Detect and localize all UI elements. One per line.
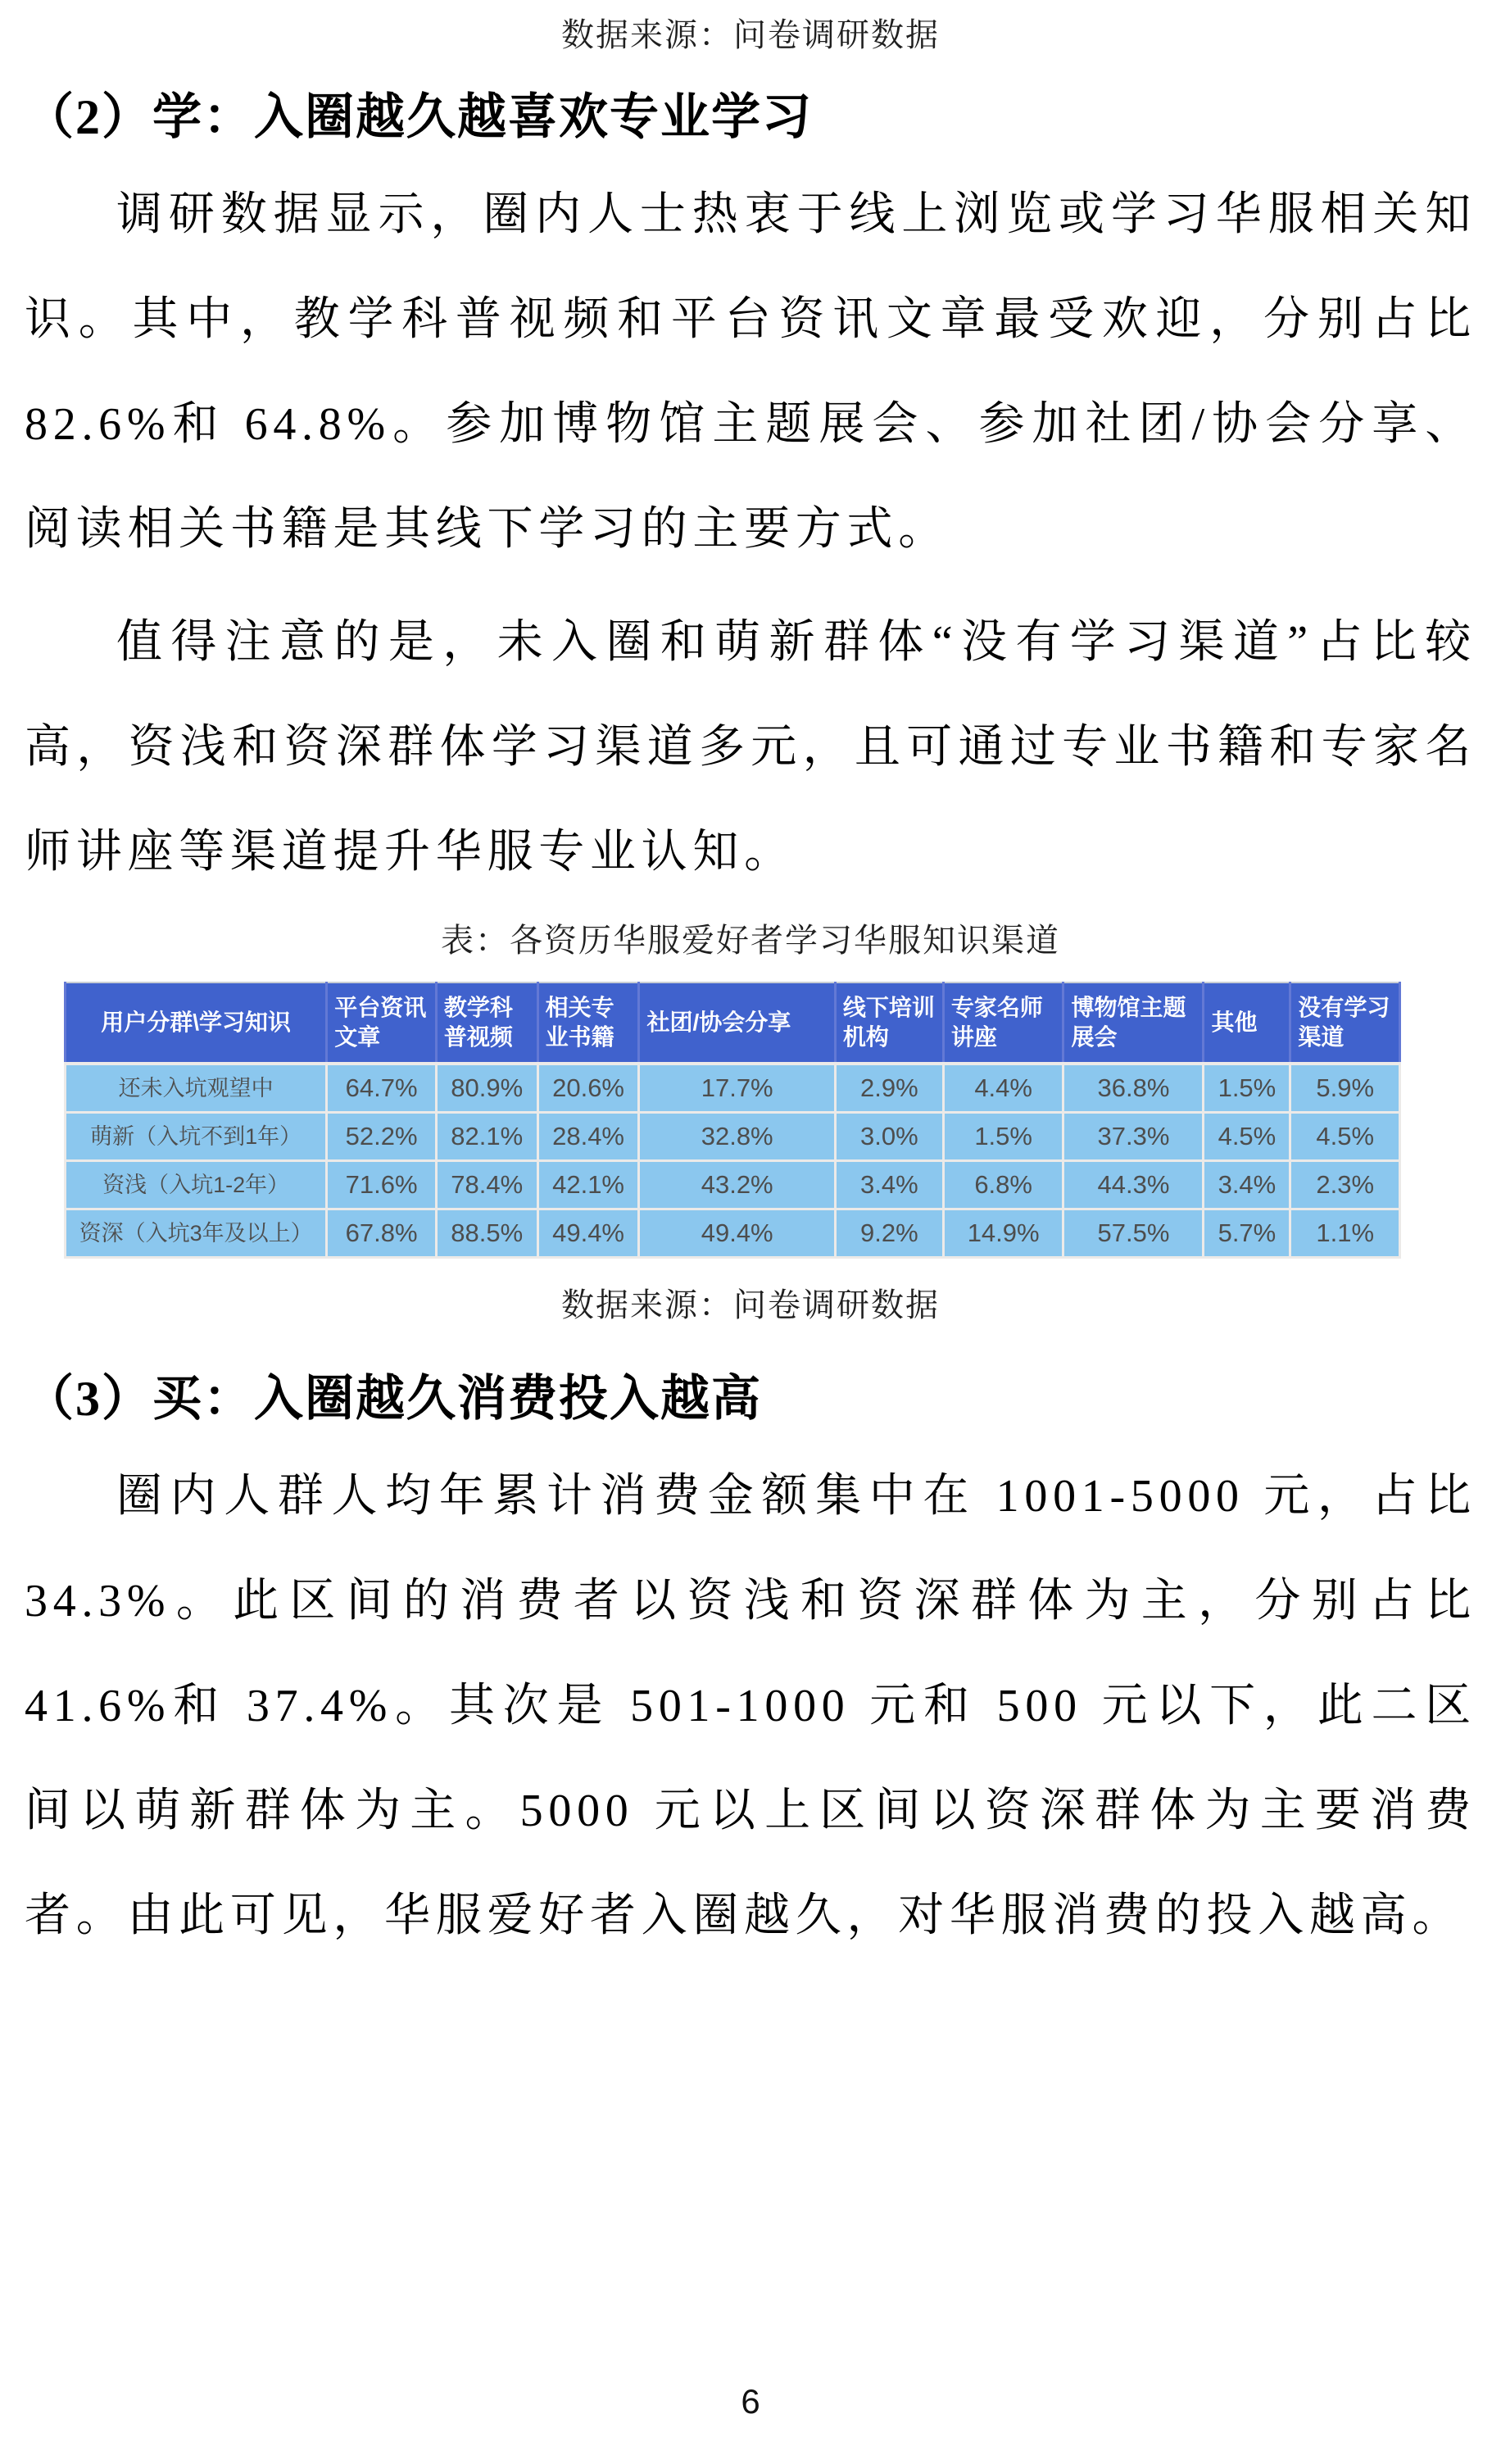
column-header: 社团/协会分享 — [639, 982, 835, 1064]
table-row — [66, 1161, 1400, 1209]
column-header: 专家名师讲座 — [943, 982, 1063, 1064]
learning-channels-table — [64, 982, 1401, 1259]
data-cell: 3.4% — [1204, 1161, 1290, 1209]
data-cell: 5.7% — [1204, 1209, 1290, 1258]
row-label: 资浅（入坑1-2年） — [66, 1161, 327, 1209]
row-label: 萌新（入坑不到1年） — [66, 1113, 327, 1161]
table-header-row — [66, 982, 1400, 1064]
data-cell: 1.1% — [1290, 1209, 1400, 1258]
data-cell: 3.0% — [835, 1113, 943, 1161]
data-cell: 88.5% — [436, 1209, 537, 1258]
data-cell: 1.5% — [1204, 1064, 1290, 1113]
section-learn-heading: （2）学：入圈越久越喜欢专业学习 — [25, 90, 813, 144]
data-cell: 80.9% — [436, 1064, 537, 1113]
table-wrapper — [64, 982, 1401, 1259]
data-cell: 17.7% — [639, 1064, 835, 1113]
table-row — [66, 1064, 1400, 1113]
data-cell: 9.2% — [835, 1209, 943, 1258]
data-cell: 37.3% — [1063, 1113, 1204, 1161]
data-cell: 64.7% — [327, 1064, 437, 1113]
data-cell: 49.4% — [639, 1209, 835, 1258]
data-cell: 43.2% — [639, 1161, 835, 1209]
data-cell: 36.8% — [1063, 1064, 1204, 1113]
body-paragraph: 圈内人群人均年累计消费金额集中在 1001-5000 元，占比 34.3%。此区间的消费者以资浅和资深群体为主，分别占比 41.6%和 37.4%。其次是 501-1000 元和 500 元以下，此二区间以萌新群体为主。5000 元以上区间以资深群体为主要消费者。由此可见，华服爱好者入圈越久，对华服消费的投入越高。 — [25, 1471, 1476, 1941]
column-header: 线下培训机构 — [835, 982, 943, 1064]
data-cell: 4.5% — [1204, 1113, 1290, 1161]
data-cell: 57.5% — [1063, 1209, 1204, 1258]
data-cell: 78.4% — [436, 1161, 537, 1209]
data-cell: 6.8% — [943, 1161, 1063, 1209]
data-cell: 71.6% — [327, 1161, 437, 1209]
data-cell: 32.8% — [639, 1113, 835, 1161]
body-paragraph: 值得注意的是，未入圈和萌新群体“没有学习渠道”占比较高，资浅和资深群体学习渠道多元，且可通过专业书籍和专家名师讲座等渠道提升华服专业认知。 — [25, 617, 1476, 878]
data-cell: 42.1% — [537, 1161, 639, 1209]
top-source-note: 数据来源：问卷调研数据 — [561, 16, 940, 53]
table-caption: 表：各资历华服爱好者学习华服知识渠道 — [441, 922, 1060, 959]
data-cell: 2.9% — [835, 1064, 943, 1113]
data-cell: 4.4% — [943, 1064, 1063, 1113]
column-header: 相关专业书籍 — [537, 982, 639, 1064]
page-number: 6 — [741, 2382, 760, 2421]
data-cell: 67.8% — [327, 1209, 437, 1258]
column-header: 教学科普视频 — [436, 982, 537, 1064]
column-header: 用户分群\学习知识 — [66, 982, 327, 1064]
column-header: 平台资讯文章 — [327, 982, 437, 1064]
data-cell: 44.3% — [1063, 1161, 1204, 1209]
data-cell: 20.6% — [537, 1064, 639, 1113]
section-buy-heading: （3）买：入圈越久消费投入越高 — [25, 1372, 762, 1426]
data-cell: 5.9% — [1290, 1064, 1400, 1113]
data-cell: 2.3% — [1290, 1161, 1400, 1209]
body-paragraph: 调研数据显示，圈内人士热衷于线上浏览或学习华服相关知识。其中，教学科普视频和平台资讯文章最受欢迎，分别占比 82.6%和 64.8%。参加博物馆主题展会、参加社团/协会分享、阅读相关书籍是其线下学习的主要方式。 — [25, 189, 1476, 555]
table-row — [66, 1113, 1400, 1161]
data-cell: 1.5% — [943, 1113, 1063, 1161]
data-cell: 82.1% — [436, 1113, 537, 1161]
data-cell: 49.4% — [537, 1209, 639, 1258]
data-cell: 3.4% — [835, 1161, 943, 1209]
row-label: 还未入坑观望中 — [66, 1064, 327, 1113]
column-header: 没有学习渠道 — [1290, 982, 1400, 1064]
table-row — [66, 1209, 1400, 1258]
table-source-note: 数据来源：问卷调研数据 — [561, 1286, 940, 1323]
column-header: 其他 — [1204, 982, 1290, 1064]
row-label: 资深（入坑3年及以上） — [66, 1209, 327, 1258]
data-cell: 28.4% — [537, 1113, 639, 1161]
table-body — [66, 1064, 1400, 1258]
data-cell: 14.9% — [943, 1209, 1063, 1258]
data-cell: 4.5% — [1290, 1113, 1400, 1161]
data-cell: 52.2% — [327, 1113, 437, 1161]
column-header: 博物馆主题展会 — [1063, 982, 1204, 1064]
